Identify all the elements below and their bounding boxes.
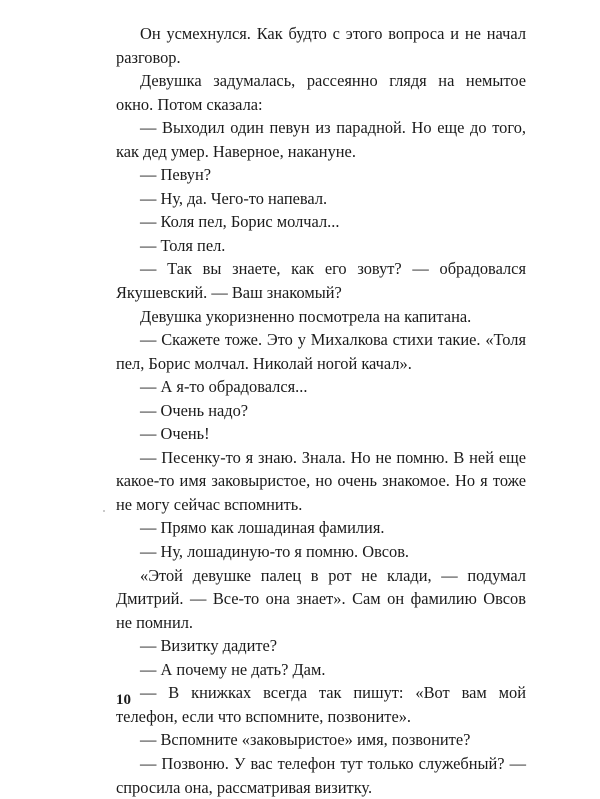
paragraph: — А я-то обрадовался... bbox=[140, 377, 308, 397]
paragraph: — Очень надо? bbox=[140, 400, 249, 420]
paragraph: — Коля пел, Борис молчал... bbox=[140, 212, 340, 232]
paragraph: — Позвоню. У вас телефон тут только служебный? — спросила она, рассматривая визитку. bbox=[116, 753, 526, 797]
paragraph: Девушка укоризненно посмотрела на капитана. bbox=[140, 306, 472, 326]
paragraph: — Визитку дадите? bbox=[140, 636, 278, 656]
margin-speck bbox=[103, 510, 105, 512]
paragraph: — Толя пел. bbox=[140, 235, 226, 255]
paragraph: — Прямо как лошадиная фамилия. bbox=[140, 518, 385, 538]
paragraph: — Ну, да. Чего-то напевал. bbox=[140, 188, 328, 208]
paragraph: — Ну, лошадиную-то я помню. Овсов. bbox=[140, 542, 410, 562]
paragraph: — Певун? bbox=[140, 165, 212, 185]
paragraph: — Выходил один певун из парадной. Но еще до того, как дед умер. Наверное, накануне. bbox=[116, 118, 526, 161]
paragraph: «Этой девушке палец в рот не клади, — подумал Дмитрий. — Все-то она знает». Сам он фамилию Овсов не помнил. bbox=[116, 565, 526, 632]
paragraph: Девушка задумалась, рассеянно глядя на немытое окно. Потом сказала: bbox=[116, 71, 526, 114]
paragraph: Он усмехнулся. Как будто с этого вопроса и не начал разговор. bbox=[116, 24, 526, 67]
page-number: 10 bbox=[116, 692, 131, 708]
paragraph: — Скажете тоже. Это у Михалкова стихи такие. «Толя пел, Борис молчал. Николай ногой качал». bbox=[116, 330, 526, 373]
paragraph: — В книжках всегда так пишут: «Вот вам мой телефон, если что вспомните, позвоните». bbox=[116, 683, 526, 726]
paragraph: — Песенку-то я знаю. Знала. Но не помню. В ней еще какое-то имя заковыристое, но очень знакомое. Но я тоже не могу сейчас вспомнить. bbox=[116, 447, 526, 514]
paragraph: — А почему не дать? Дам. bbox=[140, 659, 326, 679]
paragraph: — Так вы знаете, как его зовут? — обрадовался Якушевский. — Ваш знакомый? bbox=[116, 259, 526, 303]
paragraph: — Вспомните «заковыристое» имя, позвоните? bbox=[140, 730, 471, 750]
paragraph: — Очень! bbox=[140, 424, 210, 444]
page-body-text bbox=[116, 22, 526, 799]
